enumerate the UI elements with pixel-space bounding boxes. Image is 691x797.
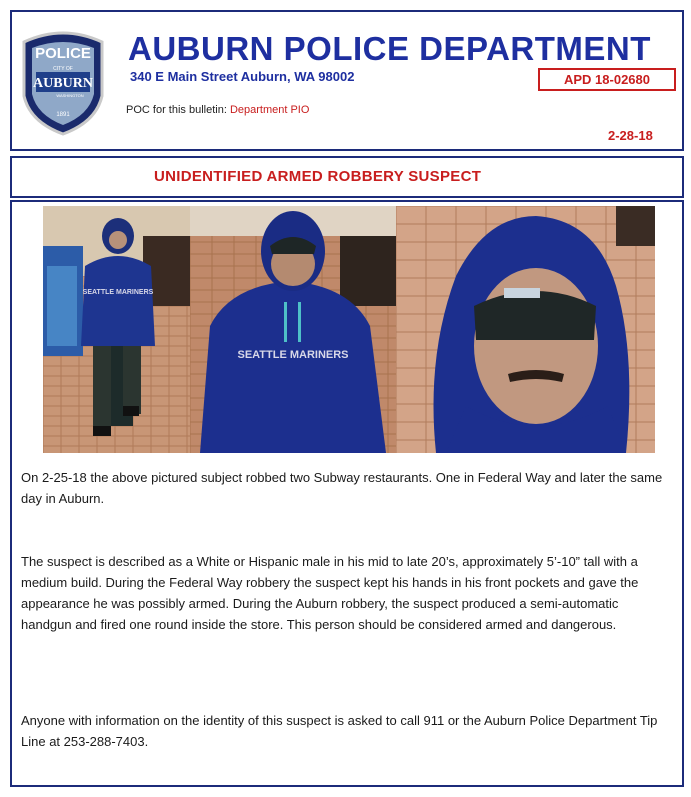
police-badge-logo <box>18 26 108 136</box>
department-name: AUBURN POLICE DEPARTMENT <box>128 30 651 67</box>
bulletin-title: UNIDENTIFIED ARMED ROBBERY SUSPECT <box>154 168 482 185</box>
poc-label: POC for this bulletin: <box>126 104 227 116</box>
badge-top-text: POLICE <box>35 45 91 62</box>
poc-line <box>126 104 309 116</box>
bulletin-date: 2-28-18 <box>608 128 653 143</box>
badge-year-text: 1891 <box>56 112 70 118</box>
incident-paragraph: On 2-25-18 the above pictured subject robbed two Subway restaurants. One in Federal Way and later the same day in Auburn. <box>21 470 663 506</box>
case-number: APD 18-02680 <box>564 72 650 87</box>
badge-city-text: CITY OF <box>53 66 73 72</box>
suspect-photo-mid-shot <box>190 206 396 453</box>
suspect-photo-strip <box>43 206 655 453</box>
sweatshirt-text-2: SEATTLE MARINERS <box>237 349 349 361</box>
case-number-box <box>538 68 676 91</box>
bulletin-title-bar <box>10 156 684 198</box>
poc-value: Department PIO <box>229 104 310 116</box>
suspect-photo-face-closeup <box>396 206 655 453</box>
department-address: 340 E Main Street Auburn, WA 98002 <box>130 69 355 84</box>
badge-name-text: AUBURN <box>33 76 93 91</box>
contact-paragraph: Anyone with information on the identity of this suspect is asked to call 911 or the Auburn Police Department Tip Line at 253-288-7403. <box>21 713 658 749</box>
bulletin-header <box>10 10 684 151</box>
sweatshirt-text-1: SEATTLE MARINERS <box>82 289 154 296</box>
suspect-photo-full-body <box>43 206 191 453</box>
description-paragraph: The suspect is described as a White or Hispanic male in his mid to late 20’s, approximately 5’-10” tall with a medium build. During the Federal Way robbery the suspect kept his hands in his front pockets and gave the appearance he was possibly armed. During the Auburn robbery, the suspect produced a semi-automatic handgun and fired one round inside the store. This person should be considered armed and dangerous. <box>21 554 639 632</box>
badge-state-text: WASHINGTON <box>56 93 84 98</box>
bulletin-body <box>10 200 684 787</box>
